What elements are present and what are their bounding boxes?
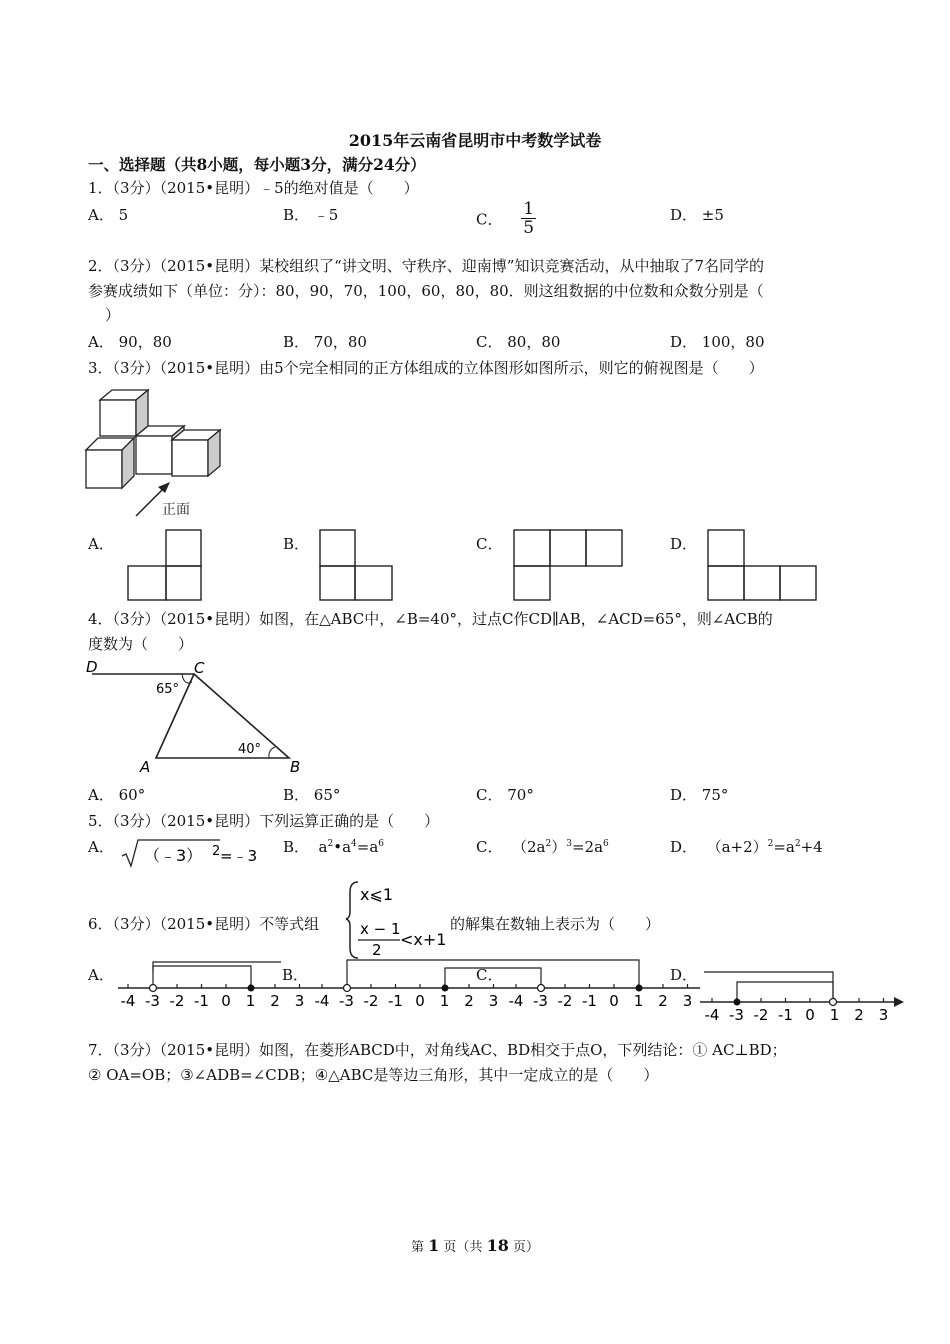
label-a: A xyxy=(140,758,151,776)
section-heading: 一、选择题（共8小题，每小题3分，满分24分） xyxy=(88,155,426,174)
triangle-figure xyxy=(84,656,314,778)
tick-label: -3 xyxy=(339,992,354,1010)
open-point xyxy=(344,985,351,992)
angle-65: 65° xyxy=(156,682,180,697)
cube-solid-figure xyxy=(84,388,234,522)
open-point xyxy=(538,985,545,992)
sqrt-rhs: =﹣3 xyxy=(220,847,258,865)
q2-option-b: B． 70，80 xyxy=(283,333,367,351)
q4-option-d: D． 75° xyxy=(670,786,729,804)
q1-option-c xyxy=(476,199,536,238)
tick-label: 1 xyxy=(829,1006,840,1024)
tick-label: -3 xyxy=(145,992,160,1010)
q6-option-d-numberline xyxy=(698,964,908,1024)
q4-option-b: B． 65° xyxy=(283,786,341,804)
tick-label: -3 xyxy=(533,992,548,1010)
tick-label: 3 xyxy=(294,992,305,1010)
tick-label: 0 xyxy=(415,992,425,1010)
q4-option-c: C． 70° xyxy=(476,786,534,804)
tick-label: 3 xyxy=(878,1006,889,1024)
q2-option-a: A． 90，80 xyxy=(88,333,172,351)
tick-label: -2 xyxy=(169,992,185,1010)
tick-label: -4 xyxy=(704,1006,720,1024)
sqrt-exponent: 2 xyxy=(212,844,221,859)
tick-label: -1 xyxy=(778,1006,793,1024)
label-b: B xyxy=(290,758,301,776)
tick-label: 1 xyxy=(245,992,256,1010)
page-title: 2015年云南省昆明市中考数学试卷 xyxy=(348,131,602,150)
tick-label: 3 xyxy=(682,992,693,1010)
q6-option-a-label: A． xyxy=(88,966,114,984)
front-label: 正面 xyxy=(162,502,190,518)
q3-option-b-label: B． xyxy=(283,535,310,553)
tick-label: 0 xyxy=(221,992,231,1010)
tick-label: 2 xyxy=(854,1006,864,1024)
footer-page-number: 1 xyxy=(428,1236,440,1255)
q1-fraction-numerator: 1 xyxy=(523,199,535,219)
q1-fraction xyxy=(521,200,536,237)
question-5-stem: 5．（3分）（2015•昆明）下列运算正确的是（ ） xyxy=(88,812,440,830)
question-7-stem-line2: ② OA=OB；③∠ADB=∠CDB；④△ABC是等边三角形，其中一定成立的是（ ） xyxy=(88,1066,659,1084)
tick-label: 0 xyxy=(805,1006,815,1024)
tick-label: -4 xyxy=(120,992,136,1010)
tick-label: 0 xyxy=(609,992,619,1010)
q6-option-d-label: D． xyxy=(670,966,698,984)
footer-pre: 第 xyxy=(410,1240,424,1255)
open-point xyxy=(150,985,157,992)
q6-option-b-label: B． xyxy=(282,966,309,984)
tick-label: -4 xyxy=(314,992,330,1010)
q3-option-c-label: C． xyxy=(476,535,503,553)
q1-fraction-denominator: 5 xyxy=(523,218,535,238)
inequality-frac-num: x − 1 xyxy=(360,920,401,938)
closed-point xyxy=(734,999,741,1006)
tick-label: -2 xyxy=(753,1006,769,1024)
angle-40: 40° xyxy=(238,742,262,757)
inequality-system xyxy=(344,878,448,960)
question-3-stem: 3．（3分）（2015•昆明）由5个完全相同的正方体组成的立体图形如图所示，则它的俯视图是（ ） xyxy=(88,359,764,377)
q1-option-d: D． ±5 xyxy=(670,206,724,224)
question-1-stem: 1．（3分）（2015•昆明）﹣5的绝对值是（ ） xyxy=(88,179,419,197)
tick-label: -4 xyxy=(508,992,524,1010)
q1-option-b: B． ﹣5 xyxy=(283,206,339,224)
q3-option-b-figure xyxy=(318,528,398,604)
tick-label: 2 xyxy=(464,992,474,1010)
q2-option-c: C． 80，80 xyxy=(476,333,561,351)
q1-option-c-label: C． xyxy=(476,210,503,229)
q5-option-d: D． $(a+2)^2=a^2+4$ xyxy=(670,838,823,856)
footer-total-pages: 18 xyxy=(486,1236,509,1255)
tick-label: -1 xyxy=(388,992,403,1010)
q3-option-a-label: A． xyxy=(88,535,114,553)
question-4-stem-line1: 4．（3分）（2015•昆明）如图，在△ABC中，∠B=40°，过点C作CD∥AB，∠ACD=65°，则∠ACB的 xyxy=(88,610,773,628)
tick-label: 2 xyxy=(658,992,668,1010)
q3-option-a-figure xyxy=(126,528,206,604)
question-6-stem-post: 的解集在数轴上表示为（ ） xyxy=(450,915,661,933)
tick-label: -1 xyxy=(194,992,209,1010)
closed-point xyxy=(442,985,449,992)
q4-option-a: A． 60° xyxy=(88,786,146,804)
q1-option-a: A． 5 xyxy=(88,206,129,224)
question-2-stem-line3: ） xyxy=(105,306,121,324)
open-point xyxy=(830,999,837,1006)
question-2-stem-line2: 参赛成绩如下（单位：分）：80，90，70，100，60，80，80．则这组数据的中位数和众数分别是（ xyxy=(88,282,764,300)
label-c: C xyxy=(194,659,205,677)
question-2-stem-line1: 2．（3分）（2015•昆明）某校组织了“讲文明、守秩序、迎南博”知识竞赛活动，从中抽取了7名同学的 xyxy=(88,257,764,275)
tick-label: 2 xyxy=(270,992,280,1010)
q3-option-d-figure xyxy=(706,528,821,604)
footer-mid: 页（共 xyxy=(443,1240,483,1255)
label-d: D xyxy=(86,658,98,676)
sqrt-radicand: （﹣3） xyxy=(144,846,203,865)
closed-point xyxy=(248,985,255,992)
q5-option-b: B． $a^2•a^4=a^6$ xyxy=(283,838,385,856)
tick-label: 1 xyxy=(439,992,450,1010)
tick-label: -1 xyxy=(582,992,597,1010)
tick-label: 3 xyxy=(488,992,499,1010)
sqrt-expression xyxy=(120,836,260,870)
q5-option-c: C． $(2a^2)^3=2a^6$ xyxy=(476,838,609,856)
q3-option-d-label: D． xyxy=(670,535,698,553)
inequality-line2-rhs: <x+1 xyxy=(400,930,447,949)
question-6-stem-pre: 6．（3分）（2015•昆明）不等式组 xyxy=(88,915,320,933)
question-7-stem-line1: 7．（3分）（2015•昆明）如图，在菱形ABCD中，对角线AC、BD相交于点O，下列结论：① AC⊥BD； xyxy=(88,1041,787,1059)
question-4-stem-line2: 度数为（ ） xyxy=(88,635,194,653)
tick-label: -2 xyxy=(363,992,379,1010)
tick-label: -3 xyxy=(729,1006,744,1024)
inequality-frac-den: 2 xyxy=(372,941,382,959)
closed-point xyxy=(636,985,643,992)
page-footer xyxy=(0,1236,950,1255)
tick-label: -2 xyxy=(557,992,573,1010)
q2-option-d: D． 100，80 xyxy=(670,333,765,351)
q3-option-c-figure xyxy=(512,528,627,604)
tick-label: 1 xyxy=(633,992,644,1010)
q6-option-c-label: C． xyxy=(476,966,503,984)
q5-option-a-label: A． xyxy=(88,838,114,856)
inequality-line1: x⩽1 xyxy=(360,885,394,904)
footer-post: 页） xyxy=(512,1240,539,1255)
q5-option-a xyxy=(88,836,114,857)
